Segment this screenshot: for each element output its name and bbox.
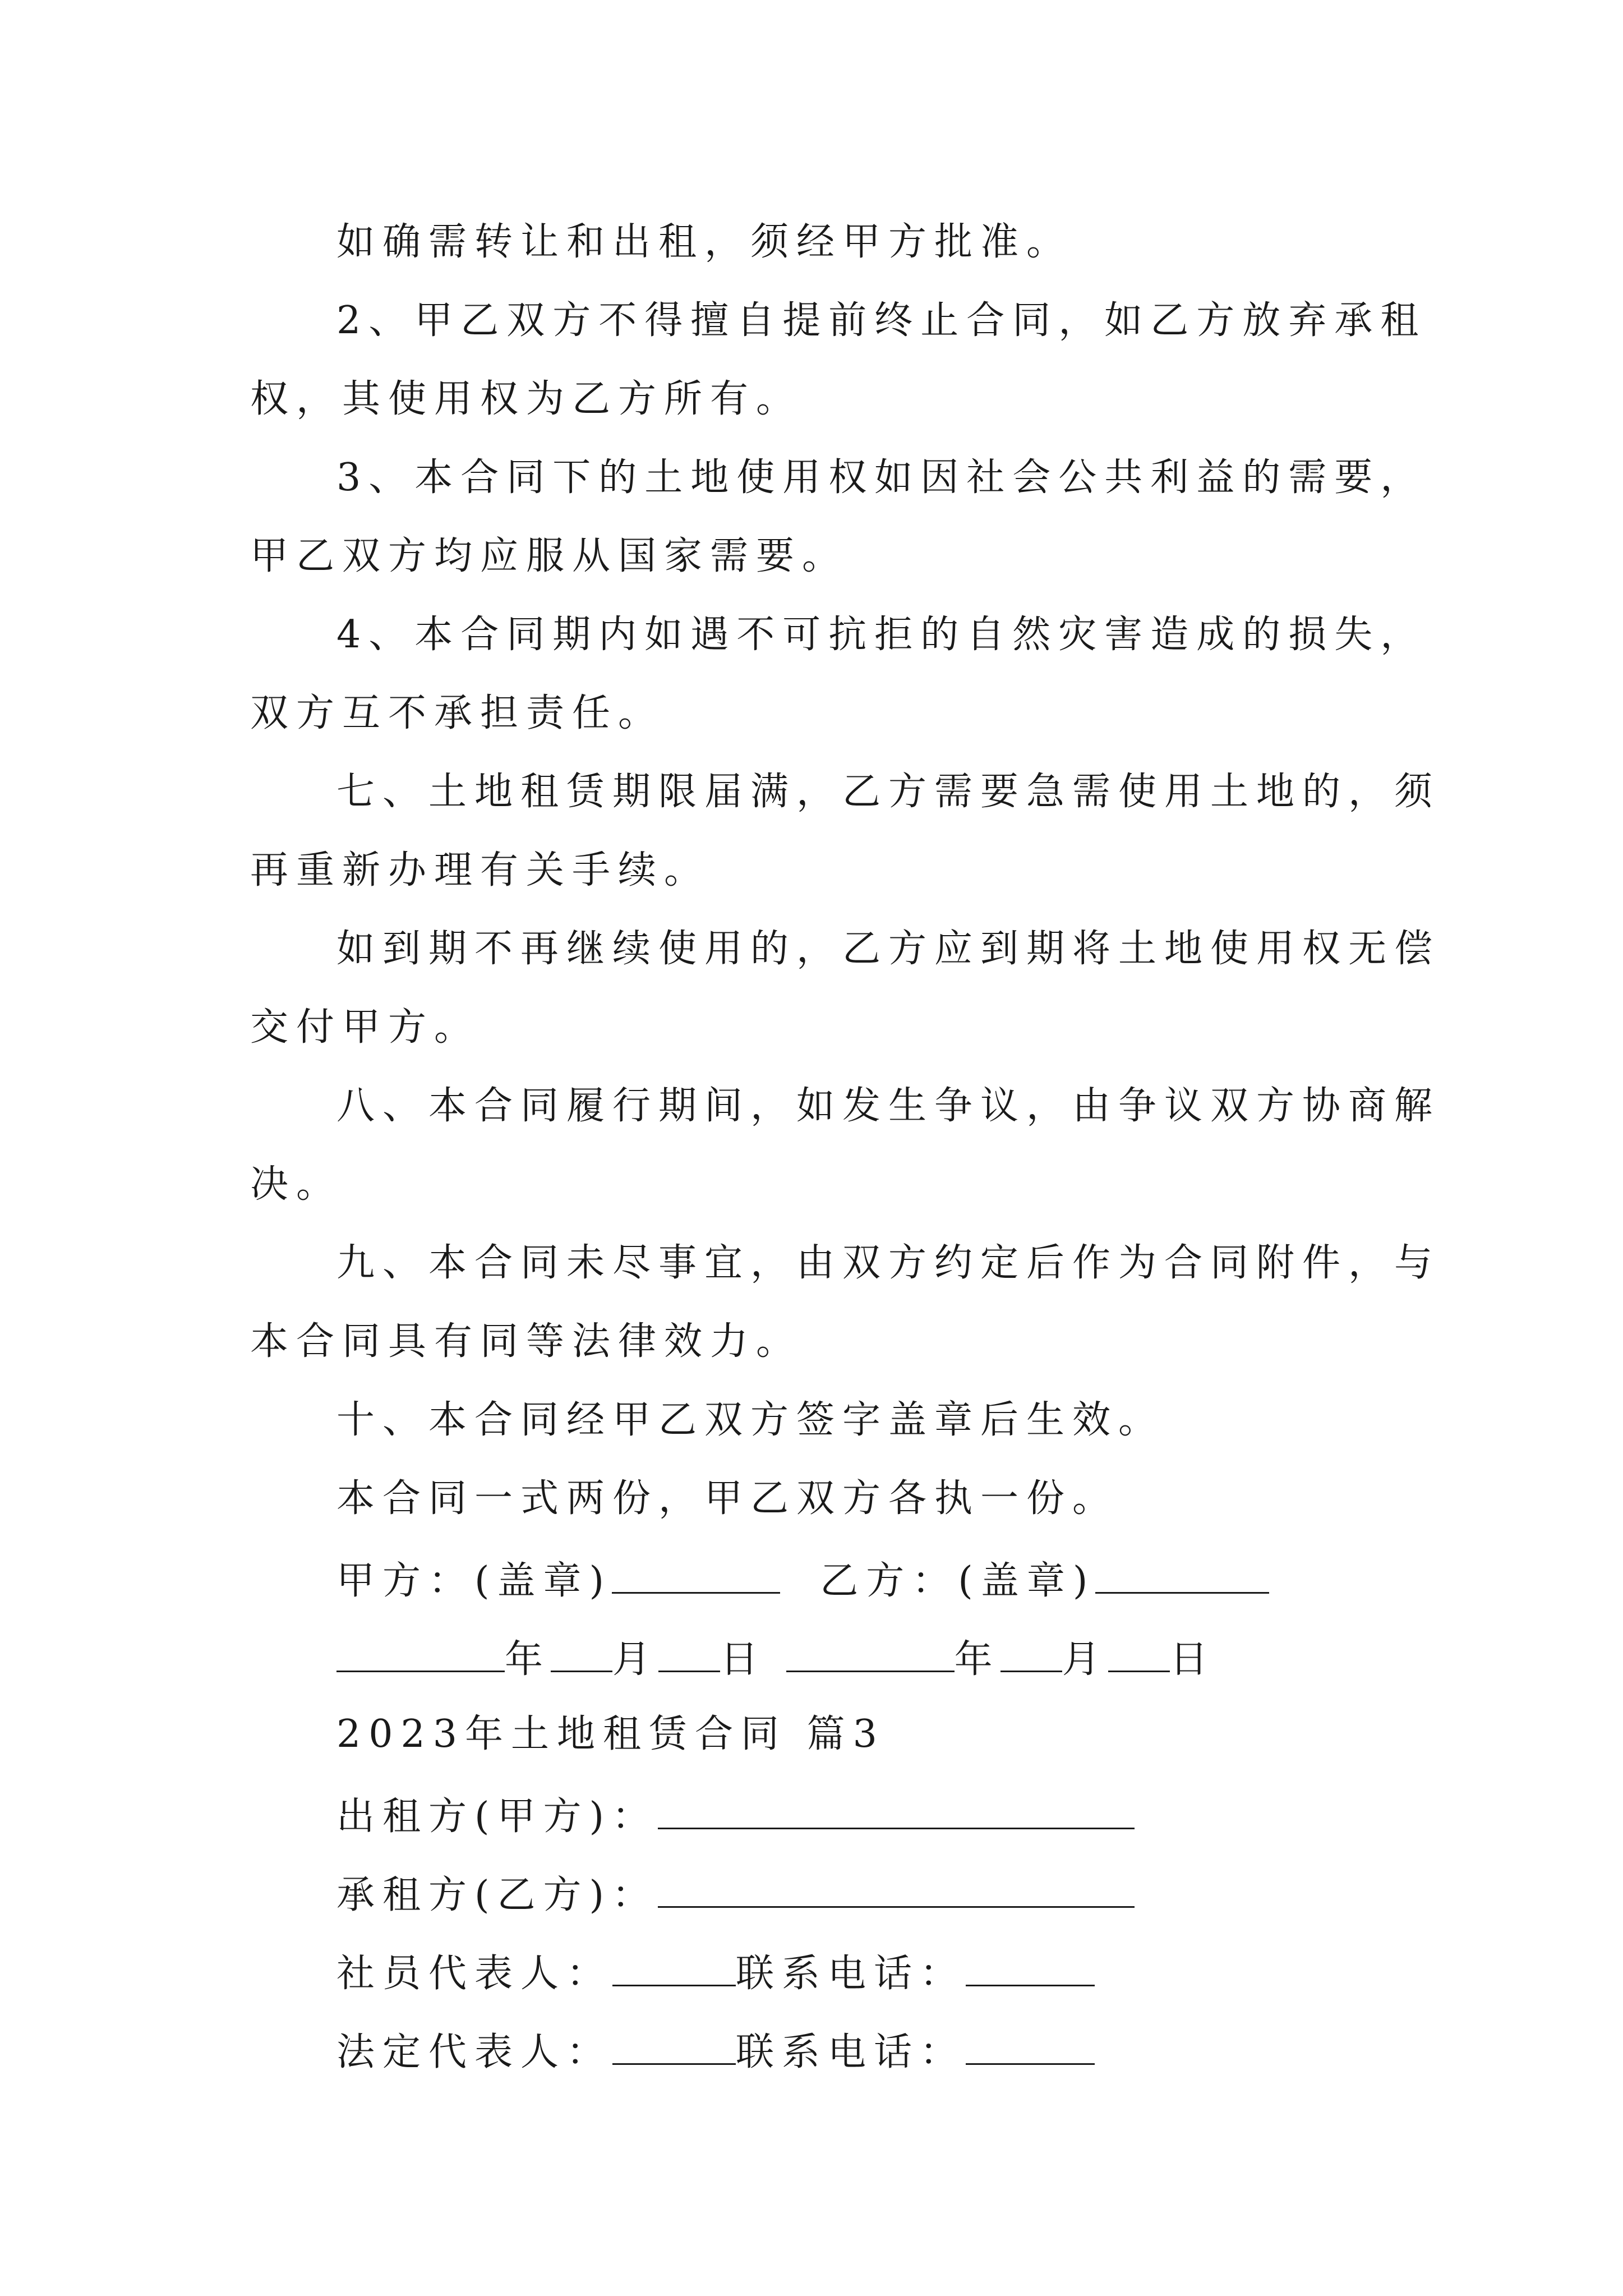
party-a-day-blank[interactable] <box>658 1634 720 1672</box>
lessee-blank[interactable] <box>658 1869 1135 1908</box>
paragraph-clause-3-line-2: 甲乙双方均应服从国家需要。 <box>250 534 849 578</box>
paragraph-article-9-line-1: 九、本合同未尽事宜，由双方约定后作为合同附件，与 <box>336 1241 1441 1285</box>
member-rep-row <box>336 1948 1095 1996</box>
party-b-year-label: 年 <box>954 1637 1000 1682</box>
party-a-seal-blank[interactable] <box>612 1555 780 1594</box>
lessor-row <box>336 1791 1135 1839</box>
paragraph-clause-2-line-2: 权，其使用权为乙方所有。 <box>250 377 803 421</box>
paragraph-clause-2-line-1: 2、甲乙双方不得擅自提前终止合同，如乙方放弃承租 <box>336 298 1427 343</box>
section-title: 2023年土地租赁合同 篇3 <box>336 1712 885 1756</box>
paragraph-clause-4-line-1: 4、本合同期内如遇不可抗拒的自然灾害造成的损失， <box>336 613 1427 657</box>
paragraph-clause-4-line-2: 双方互不承担责任。 <box>250 691 665 735</box>
paragraph-expiry-line-1: 如到期不再继续使用的，乙方应到期将土地使用权无偿 <box>336 927 1441 971</box>
member-rep-label: 社员代表人： <box>336 1952 613 1996</box>
party-a-month-label: 月 <box>612 1637 659 1682</box>
paragraph-article-7-line-1: 七、土地租赁期限届满，乙方需要急需使用土地的，须 <box>336 770 1441 814</box>
paragraph-article-7-line-2: 再重新办理有关手续。 <box>250 848 711 892</box>
party-b-day-label: 日 <box>1169 1637 1216 1682</box>
paragraph-copies: 本合同一式两份，甲乙双方各执一份。 <box>336 1476 1119 1521</box>
party-b-seal-blank[interactable] <box>1095 1555 1269 1594</box>
party-b-month-blank[interactable] <box>1000 1634 1062 1672</box>
party-a-seal-label: 甲方：(盖章) <box>336 1559 612 1603</box>
lessee-row <box>336 1869 1135 1918</box>
member-rep-phone-label: 联系电话： <box>736 1952 966 1996</box>
signature-row <box>336 1555 1269 1604</box>
paragraph-article-10: 十、本合同经甲乙双方签字盖章后生效。 <box>336 1398 1165 1442</box>
paragraph-article-9-line-2: 本合同具有同等法律效力。 <box>250 1319 803 1364</box>
lessee-label: 承租方(乙方)： <box>336 1873 658 1917</box>
paragraph-article-8-line-1: 八、本合同履行期间，如发生争议，由争议双方协商解 <box>336 1084 1441 1128</box>
party-a-month-blank[interactable] <box>551 1634 612 1672</box>
party-b-year-blank[interactable] <box>786 1634 955 1672</box>
paragraph-approval: 如确需转让和出租，须经甲方批准。 <box>336 220 1073 264</box>
lessor-label: 出租方(甲方)： <box>336 1795 658 1839</box>
legal-rep-label: 法定代表人： <box>336 2030 613 2074</box>
lessor-blank[interactable] <box>658 1791 1135 1829</box>
paragraph-clause-3-line-1: 3、本合同下的土地使用权如因社会公共利益的需要， <box>336 455 1427 500</box>
legal-rep-row <box>336 2026 1095 2075</box>
legal-rep-phone-blank[interactable] <box>966 2026 1095 2065</box>
legal-rep-blank[interactable] <box>612 2026 736 2065</box>
party-b-day-blank[interactable] <box>1108 1634 1170 1672</box>
party-a-year-label: 年 <box>505 1637 551 1682</box>
legal-rep-phone-label: 联系电话： <box>736 2030 966 2074</box>
party-a-year-blank[interactable] <box>336 1634 505 1672</box>
member-rep-blank[interactable] <box>612 1948 736 1986</box>
party-a-day-label: 日 <box>720 1637 767 1682</box>
paragraph-expiry-line-2: 交付甲方。 <box>250 1005 481 1050</box>
party-b-seal-label: 乙方：(盖章) <box>820 1559 1096 1603</box>
date-row <box>336 1634 1216 1682</box>
party-b-month-label: 月 <box>1062 1637 1108 1682</box>
member-rep-phone-blank[interactable] <box>966 1948 1095 1986</box>
paragraph-article-8-line-2: 决。 <box>250 1162 343 1207</box>
